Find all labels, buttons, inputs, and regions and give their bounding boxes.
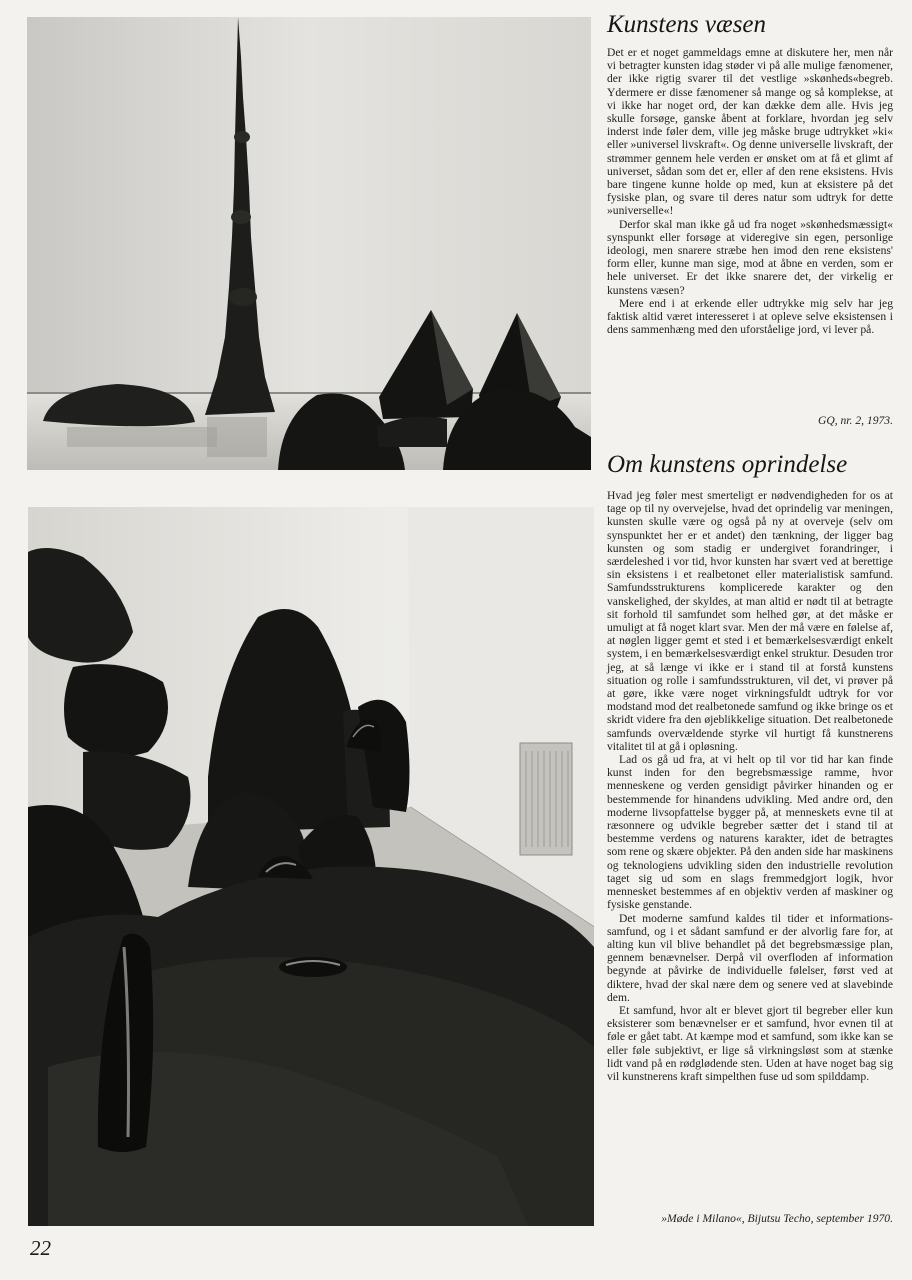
section2-paragraph: Hvad jeg føler mest smerteligt er nødvendigheden for os at tage op til ny overvejelse, hvad det oprindelig var meningen, kunsten skulle være og også på ny at overveje (selv om synspunktet her er et andet) den tænkning, der ligger bag kunsten og som stadig er undergivet forandringer, i særdeleshed i vor tid, hvor kunsten har svært ved at berettige sin eksistens i et realbetonet eller materialistisk samfund. Samfundsstrukturens komplicerede karakter og den vanskelighed, der skyldes, at man altid er nødt til at betragte sit forhold til samfundet som helhed gør, at det måske er umuligt at få noget klart svar. Men der må være en følelse af, at nøglen ligger gemt et sted i et bemærkelsesværdigt enkelt system, i en bemærkelsesværdigt enkel struktur. Desuden tror jeg, at så længe vi ikke er i stand til at forstå kunstens situation og rolle i samfundsstrukturen, vil det, vi prøver på at gøre, ikke være noget virkningsfuldt udtryk for vor modstand mod det realbetonede samfund og ikke bringe os et skridt videre fra den øjeblikkelige situation. Det realbetonede samfunds overvældende styrke vil hurtigt få kunstnerens vitalitet til at gå i opløsning. xyxy=(607,489,893,753)
section2-title: Om kunstens oprindelse xyxy=(607,451,848,478)
photo-bottom-image xyxy=(28,507,594,1226)
section1-paragraph: Det er et noget gammeldags emne at diskutere her, men når vi betragter kunsten idag støder vi på alle mulige fænomener, der ikke rigtig svarer til det vestlige »skønheds«begreb. Ydermere er disse fænomener så mange og så komplekse, at vi ikke har noget ord, der kan dække dem alle. Hvis jeg skulle forsøge, ganske åbent at forklare, hvordan jeg selv inderst inde føler dem, ville jeg måske bruge udtrykket »ki« eller »universel livskraft«. Og denne universelle livskraft, der strømmer gennem hele verden er ønsket om at få et glimt af universet, sådan som det er, eller af den rene eksistens. Hvis bare tingene kunne holde op med, kun at eksistere på det fysiske plan, og svare til deres natur som udtryk for dette »universelle«! xyxy=(607,46,893,218)
section2-paragraph: Et samfund, hvor alt er blevet gjort til begreber eller kun eksisterer som benævnelser er et samfund, hvor evnen til at føle er gået tabt. At kæmpe mod et samfund, som ikke kan se eller føle subjektivt, er lige så virkningsløst som at stænke lidt vand på en rødglødende sten. Uden at have noget bag sig vil kunstnerens kraft simpelthen fuse ud som spilddamp. xyxy=(607,1003,893,1083)
section1-source: GQ, nr. 2, 1973. xyxy=(817,414,893,427)
photo-top-image xyxy=(27,17,591,470)
section1-paragraph: Mere end i at erkende eller udtrykke mig selv har jeg faktisk altid været interesseret i at opleve selve eksistensen i dens sammenhæng med den uforståelige jord, vi lever på. xyxy=(607,296,893,337)
section1-title: Kunstens væsen xyxy=(607,11,767,38)
photo-sculptures-spire-pyramids xyxy=(27,17,591,470)
photo-rock-installation xyxy=(28,507,594,1226)
section2-paragraph: Lad os gå ud fra, at vi helt op til vor tid har kan finde kunst inden for den begrebsmæssige ramme, hvor menneskene og verden gensidigt påvirker hinanden og er bestemmende for hinandens udvikling. Med andre ord, den moderne livsopfattelse bygger på, at menneskets evne til at ræsonnere og udvikle begreber sætter det i stand til at bestemme verdens og naturens karakter, idet de betragtes som rene og skære objekter. På den anden side har maskinens og teknologiens udvikling siden den industrielle revolution taget sig ud som en slags fremmedgjort logik, hvor mennesket bestemmes af en objektiv verden af maskiner og fysiske genstande. xyxy=(607,753,893,912)
section1-body xyxy=(607,46,893,336)
section2-body xyxy=(607,489,893,1083)
section1-paragraph: Derfor skal man ikke gå ud fra noget »skønhedsmæssigt« synspunkt eller forsøge at videregive sin egen, personlige ideologi, men snarere stræbe hen imod den rene eksistens' form eller, kunne man sige, mod at åbne en verden, som er hele universet. Er det ikke snarere det, der virkelig er kunstens væsen? xyxy=(607,217,893,297)
section2-source: »Møde i Milano«, Bijutsu Techo, september 1970. xyxy=(661,1212,893,1225)
section2-paragraph: Det moderne samfund kaldes til tider et informations-samfund, og i et sådant samfund er der alvorlig fare for, at alting kun vil blive behandlet på det begrebsmæssige plan, gennem benævnelser. Derpå vil overfloden af information begynde at påvirke de individuelle følelser, først ved at diktere, hvad der skal nære dem og senere ved at slavebinde dem. xyxy=(607,911,893,1004)
page-number: 22 xyxy=(30,1236,51,1260)
